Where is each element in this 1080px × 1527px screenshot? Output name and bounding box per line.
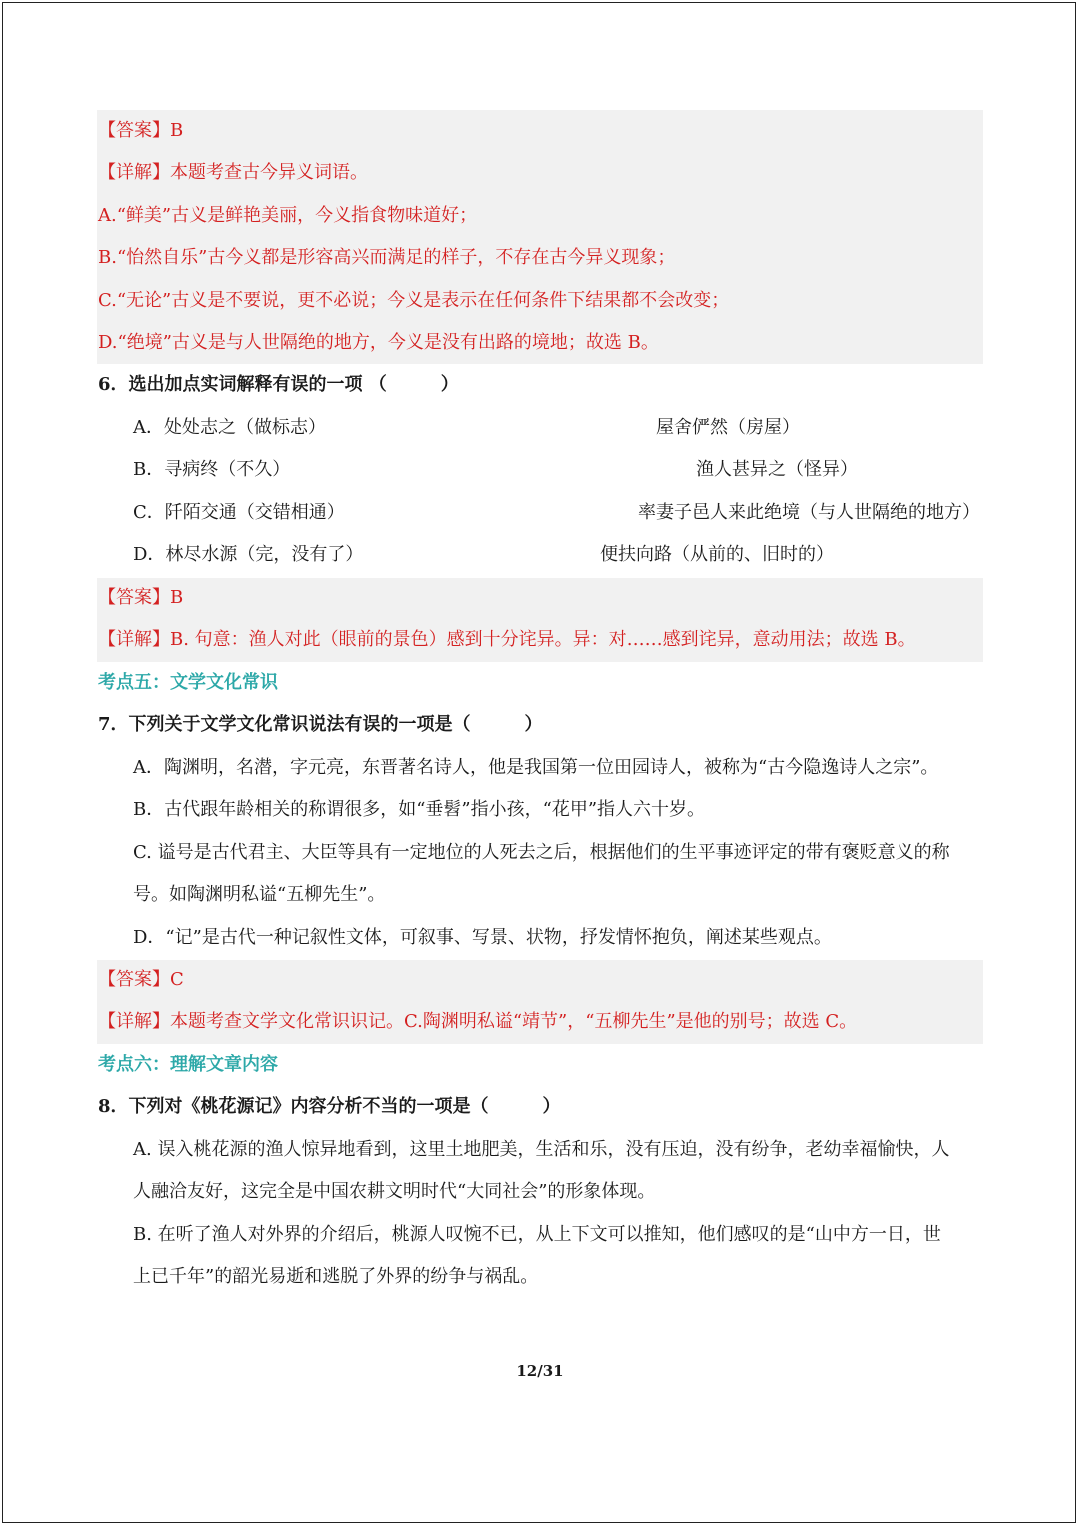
q6-option-a-right: 屋舍俨然（房屋） [656,417,800,438]
q8-option-b-line2: 上已千年”的韶光易逝和逃脱了外界的纷争与祸乱。 [133,1266,539,1287]
q8-option-b-line1: B. 在听了渔人对外界的介绍后，桃源人叹惋不已，从上下文可以推知，他们感叹的是“山中方一日，世 [133,1224,941,1245]
answer-label: 【答案】B [98,120,184,141]
answer-block-q5 [97,110,983,364]
page-number: 12/31 [516,1362,564,1380]
question-7-stem: 7．下列关于文学文化常识说法有误的一项是（ ） [98,714,543,735]
q6-option-c-right: 率妻子邑人来此绝境（与人世隔绝的地方） [638,502,980,523]
q8-option-a-line2: 人融洽友好，这完全是中国农耕文明时代“大同社会”的形象体现。 [133,1181,656,1202]
answer-label: 【答案】B [98,587,184,608]
detail-option-a: A.“鲜美”古义是鲜艳美丽，今义指食物味道好； [98,205,478,226]
q6-option-b-right: 渔人甚异之（怪异） [696,459,858,480]
q7-option-d: D．“记”是古代一种记叙性文体，可叙事、写景、状物，抒发情怀抱负，阐述某些观点。 [133,927,832,948]
detail-label: 【详解】本题考查文学文化常识识记。C.陶渊明私谥“靖节”，“五柳先生”是他的别号；故选 C。 [98,1011,858,1032]
q7-option-c-line1: C. 谥号是古代君主、大臣等具有一定地位的人死去之后，根据他们的生平事迹评定的带有褒贬意义的称 [133,842,950,863]
q8-option-a-line1: A. 误入桃花源的渔人惊异地看到，这里土地肥美，生活和乐，没有压迫，没有纷争，老幼幸福愉快，人 [133,1139,950,1160]
section-heading-6: 考点六：理解文章内容 [98,1054,278,1075]
section-heading-5: 考点五：文学文化常识 [98,672,278,693]
q7-option-c-line2: 号。如陶渊明私谥“五柳先生”。 [133,884,386,905]
detail-option-b: B.“怡然自乐”古今义都是形容高兴而满足的样子，不存在古今异义现象； [98,247,676,268]
q6-option-a-left: A．处处志之（做标志） [133,417,326,438]
detail-option-c: C.“无论”古义是不要说，更不必说；今义是表示在任何条件下结果都不会改变； [98,290,730,311]
q7-option-a: A．陶渊明，名潜，字元亮，东晋著名诗人，他是我国第一位田园诗人，被称为“古今隐逸诗人之宗”。 [133,757,939,778]
detail-option-d: D.“绝境”古义是与人世隔绝的地方，今义是没有出路的境地；故选 B。 [98,332,659,353]
q6-option-d-left: D．林尽水源（完，没有了） [133,544,364,565]
answer-label: 【答案】C [98,969,184,990]
detail-label: 【详解】B. 句意：渔人对此（眼前的景色）感到十分诧异。异：对……感到诧异，意动用法；故选 B。 [98,629,916,650]
q6-option-d-right: 便扶向路（从前的、旧时的） [600,544,834,565]
q6-option-b-left: B．寻病终（不久） [133,459,291,480]
detail-label: 【详解】本题考查古今异义词语。 [98,162,368,183]
question-6-stem: 6．选出加点实词解释有误的一项 （ ） [98,374,459,395]
question-8-stem: 8．下列对《桃花源记》内容分析不当的一项是（ ） [98,1096,561,1117]
q7-option-b: B．古代跟年龄相关的称谓很多，如“垂髫”指小孩，“花甲”指人六十岁。 [133,799,706,820]
q6-option-c-left: C．阡陌交通（交错相通） [133,502,345,523]
